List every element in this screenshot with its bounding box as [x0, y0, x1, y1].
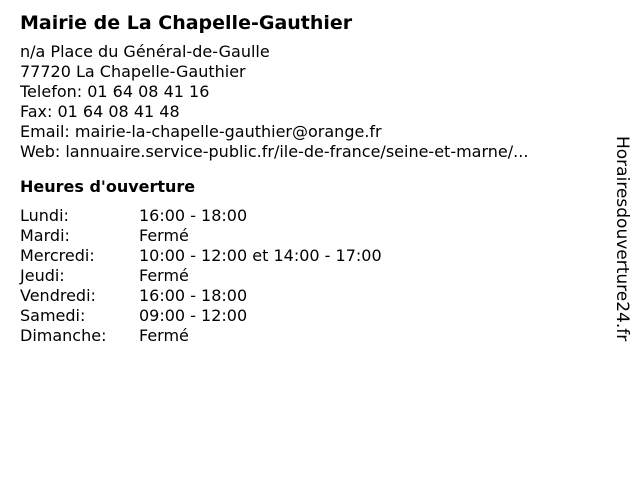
- hours-row: [20, 306, 600, 326]
- address-line-2: 77720 La Chapelle-Gauthier: [20, 62, 246, 81]
- hours-day-friday: Vendredi:: [20, 286, 96, 305]
- hours-time-tuesday: Fermé: [139, 226, 189, 245]
- hours-day-sunday: Dimanche:: [20, 326, 107, 345]
- fax-line: Fax: 01 64 08 41 48: [20, 102, 180, 121]
- hours-table: [20, 206, 600, 346]
- hours-time-wednesday: 10:00 - 12:00 et 14:00 - 17:00: [139, 246, 382, 265]
- hours-row: [20, 246, 600, 266]
- hours-day-monday: Lundi:: [20, 206, 69, 225]
- place-card: [20, 11, 600, 346]
- contact-block: [20, 42, 600, 162]
- address-line-1: n/a Place du Général-de-Gaulle: [20, 42, 270, 61]
- hours-row: [20, 206, 600, 226]
- hours-row: [20, 226, 600, 246]
- hours-day-thursday: Jeudi:: [20, 266, 65, 285]
- email-line: Email: mairie-la-chapelle-gauthier@orange.fr: [20, 122, 382, 141]
- hours-day-tuesday: Mardi:: [20, 226, 70, 245]
- hours-row: [20, 266, 600, 286]
- hours-time-monday: 16:00 - 18:00: [139, 206, 248, 225]
- hours-time-saturday: 09:00 - 12:00: [139, 306, 248, 325]
- hours-time-sunday: Fermé: [139, 326, 189, 345]
- phone-line: Telefon: 01 64 08 41 16: [20, 82, 210, 101]
- page-title: Mairie de La Chapelle-Gauthier: [20, 12, 353, 34]
- hours-heading: Heures d'ouverture: [20, 177, 196, 196]
- hours-row: [20, 326, 600, 346]
- site-brand-vertical: Horairesdouverture24.fr: [612, 136, 632, 342]
- web-line: Web: lannuaire.service-public.fr/ile-de-france/seine-et-marne/...: [20, 142, 529, 161]
- hours-time-thursday: Fermé: [139, 266, 189, 285]
- hours-day-saturday: Samedi:: [20, 306, 86, 325]
- hours-row: [20, 286, 600, 306]
- hours-day-wednesday: Mercredi:: [20, 246, 95, 265]
- hours-time-friday: 16:00 - 18:00: [139, 286, 248, 305]
